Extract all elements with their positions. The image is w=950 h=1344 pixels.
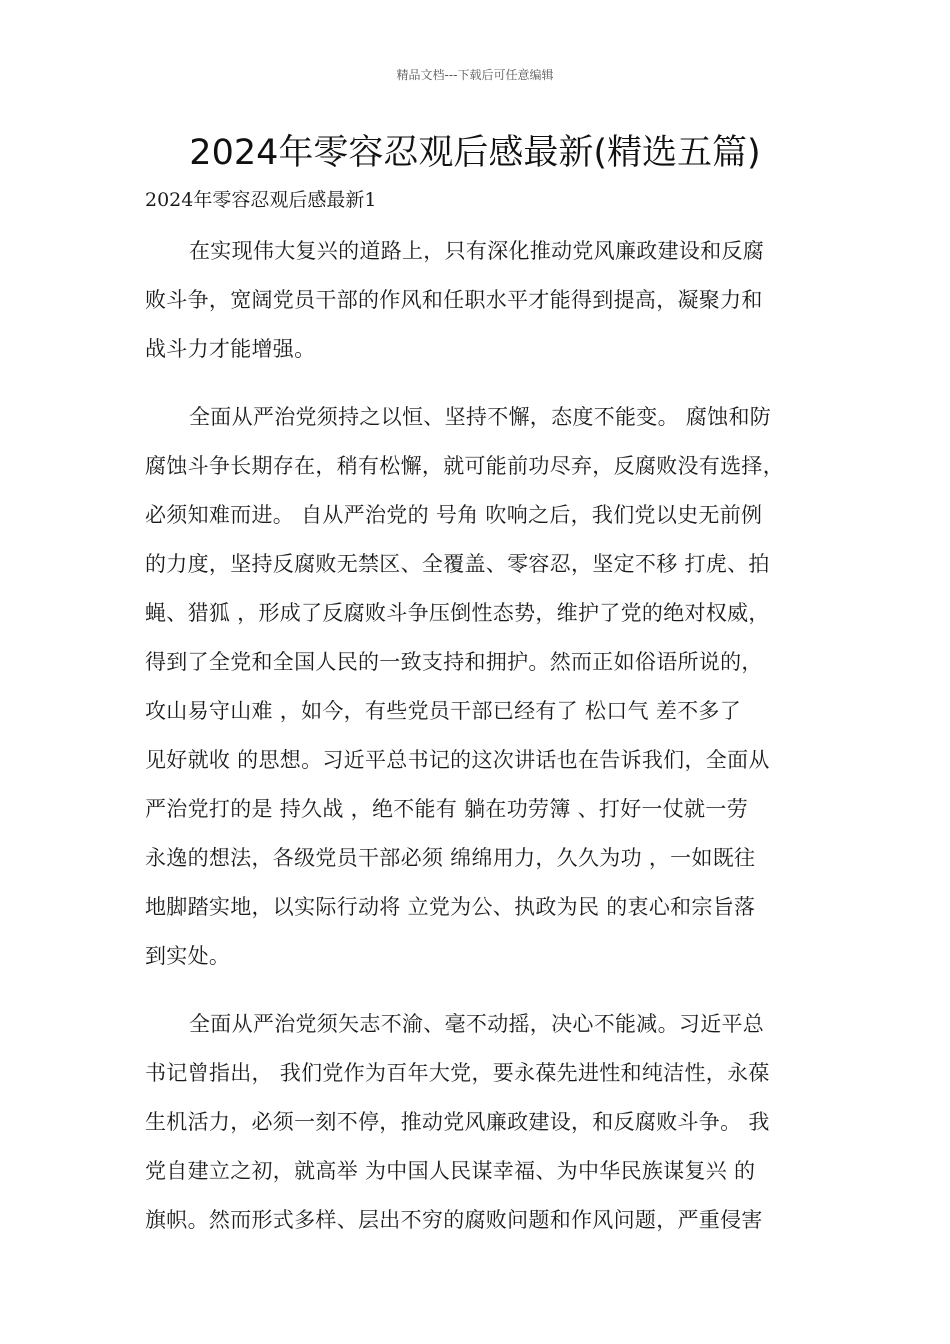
paragraph-line: 到实处。 — [145, 944, 231, 968]
paragraph-line: 旗帜。然而形式多样、层出不穷的腐败问题和作风问题，严重侵害 — [145, 1208, 763, 1232]
paragraph-line: 永逸的想法，各级党员干部必须 绵绵用力，久久为功 ，一如既往 — [145, 846, 756, 870]
paragraph-line: 攻山易守山难 ，如今，有些党员干部已经有了 松口气 差不多了 — [145, 699, 742, 723]
paragraph-line: 见好就收 的思想。习近平总书记的这次讲话也在告诉我们，全面从 — [145, 748, 770, 772]
document-title: 2024年零容忍观后感最新(精选五篇) — [189, 133, 761, 173]
paragraph-line: 在实现伟大复兴的道路上，只有深化推动党风廉政建设和反腐 — [189, 239, 765, 263]
paragraph-line: 败斗争，宽阔党员干部的作风和任职水平才能得到提高，凝聚力和 — [145, 288, 763, 312]
header-note: 精品文档---下载后可任意编辑 — [396, 68, 554, 82]
paragraph-line: 战斗力才能增强。 — [145, 337, 316, 361]
paragraph-line: 得到了全党和全国人民的一致支持和拥护。然而正如俗语所说的， — [145, 650, 763, 674]
paragraph-3 — [145, 1000, 825, 1245]
paragraph-line: 全面从严治党须矢志不渝、毫不动摇，决心不能减。习近平总 — [189, 1012, 765, 1036]
section-heading: 2024年零容忍观后感最新1 — [145, 189, 377, 211]
paragraph-line: 全面从严治党须持之以恒、坚持不懈，态度不能变。 腐蚀和防 — [189, 405, 772, 429]
paragraph-line: 腐蚀斗争长期存在，稍有松懈，就可能前功尽弃，反腐败没有选择， — [145, 454, 784, 478]
paragraph-line: 党自建立之初，就高举 为中国人民谋幸福、为中华民族谋复兴 的 — [145, 1159, 756, 1183]
paragraph-1 — [145, 227, 825, 374]
paragraph-line: 生机活力，必须一刻不停，推动党风廉政建设，和反腐败斗争。 我 — [145, 1110, 770, 1134]
paragraph-line: 地脚踏实地，以实际行动将 立党为公、执政为民 的衷心和宗旨落 — [145, 895, 756, 919]
paragraph-2 — [145, 393, 825, 981]
document-body — [145, 227, 825, 1264]
paragraph-line: 的力度，坚持反腐败无禁区、全覆盖、零容忍，坚定不移 打虎、拍 — [145, 552, 770, 576]
paragraph-line: 蝇、猎狐 ，形成了反腐败斗争压倒性态势，维护了党的绝对权威， — [145, 601, 770, 625]
paragraph-line: 书记曾指出， 我们党作为百年大党，要永葆先进性和纯洁性，永葆 — [145, 1061, 770, 1085]
paragraph-line: 严治党打的是 持久战 ，绝不能有 躺在功劳簿 、打好一仗就一劳 — [145, 797, 748, 821]
paragraph-line: 必须知难而进。 自从严治党的 号角 吹响之后，我们党以史无前例 — [145, 503, 763, 527]
